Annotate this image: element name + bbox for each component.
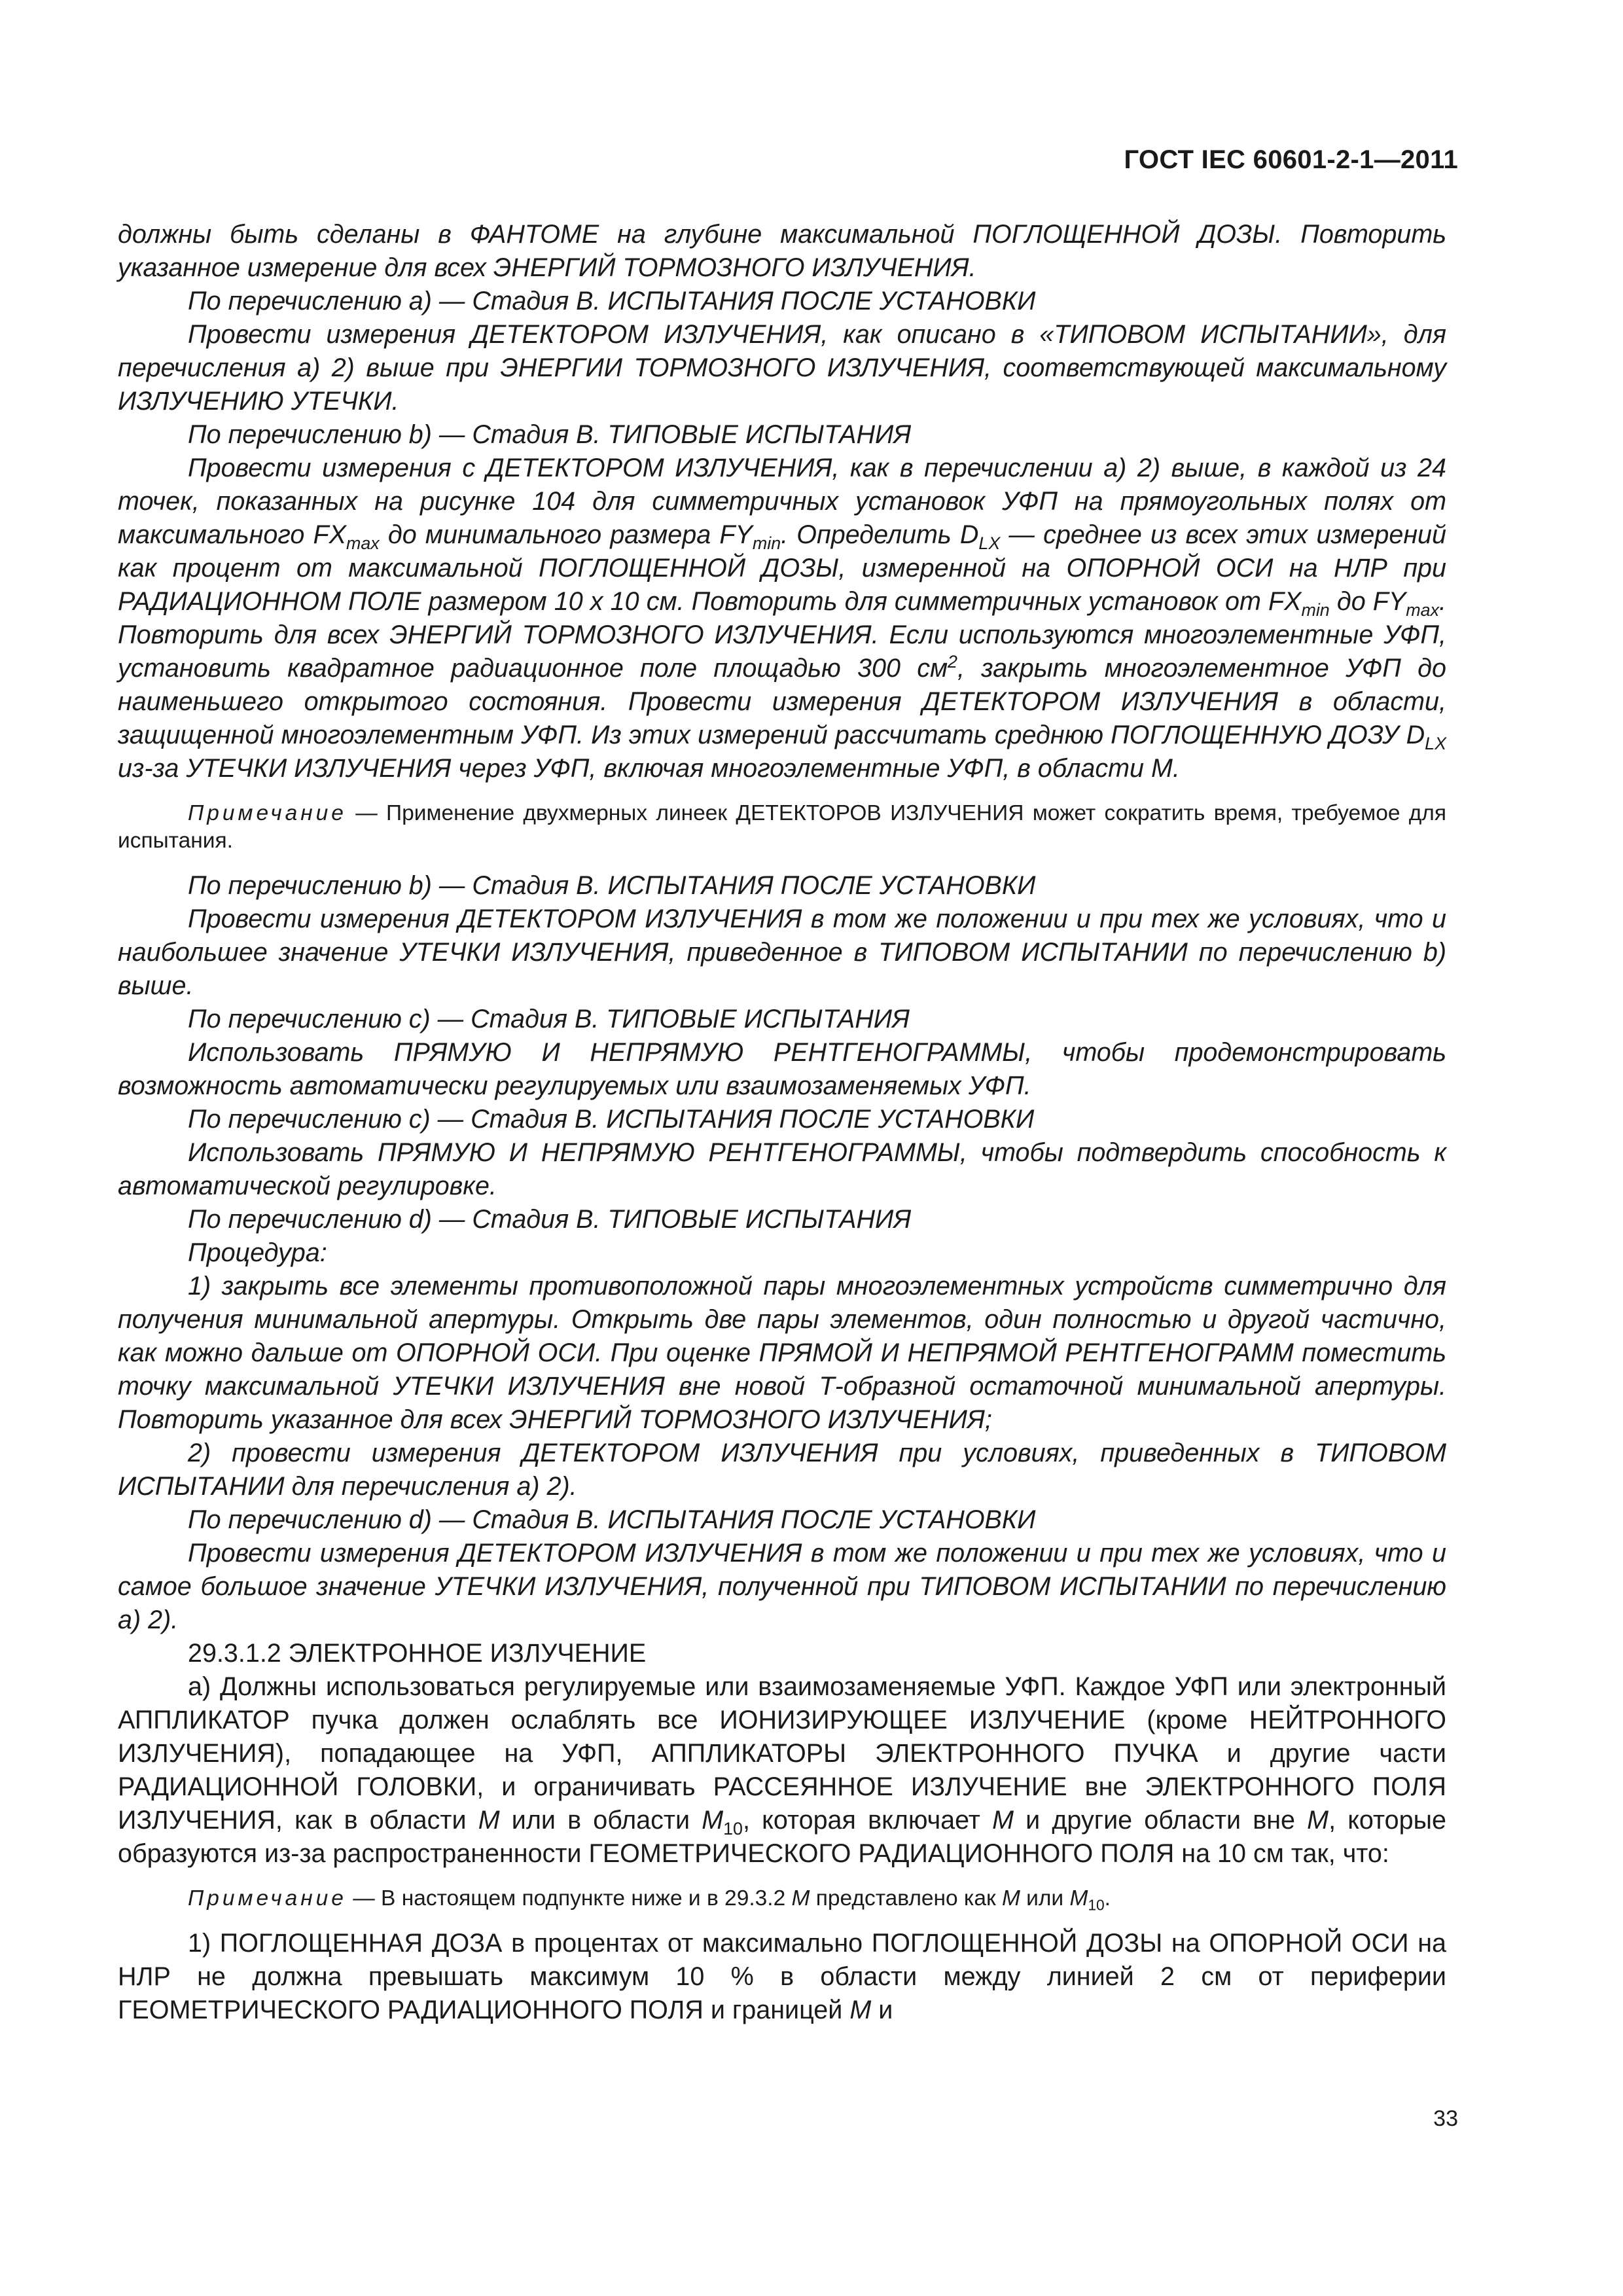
math-symbol: M: [1001, 1886, 1020, 1910]
math-symbol: M: [478, 1806, 500, 1835]
subscript: max: [1406, 600, 1440, 620]
text-run: или в области: [499, 1806, 702, 1835]
paragraph: Провести измерения ДЕТЕКТОРОМ ИЗЛУЧЕНИЯ в том же положении и при тех же условиях, что и самое большое значение УТЕЧКИ ИЗЛУЧЕНИЯ, полученной при ТИПОВОМ ИСПЫТАНИИ по перечислению a) 2).: [118, 1539, 1446, 1634]
note-text: — Применение двухмерных линеек ДЕТЕКТОРОВ ИЗЛУЧЕНИЯ может сократить время, требуемое для испытания.: [118, 801, 1446, 853]
subscript: 10: [1088, 1896, 1105, 1914]
text-run: , которая включает: [743, 1806, 993, 1835]
subscript: LX: [978, 533, 1001, 553]
subscript: min: [752, 533, 781, 553]
paragraph: Провести измерения ДЕТЕКТОРОМ ИЗЛУЧЕНИЯ, как описано в «ТИПОВОМ ИСПЫТАНИИ», для перечисления a) 2) выше при ЭНЕРГИИ ТОРМОЗНОГО ИЗЛУЧЕНИЯ, соответствующей максимальному ИЗЛУЧЕНИЮ УТЕЧКИ.: [118, 320, 1446, 416]
paragraph: По перечислению b) — Стадия В. ИСПЫТАНИЯ ПОСЛЕ УСТАНОВКИ: [188, 871, 1036, 900]
text-run: , которые образуются из-за распространенности ГЕОМЕТРИЧЕСКОГО РАДИАЦИОННОГО ПОЛЯ на 10 см так, что:: [118, 1806, 1446, 1868]
note-text: .: [1104, 1886, 1111, 1910]
paragraph: По перечислению d) — Стадия В. ТИПОВЫЕ ИСПЫТАНИЯ: [188, 1205, 912, 1234]
text-run: до FY: [1329, 587, 1406, 616]
paragraph: По перечислению a) — Стадия В. ИСПЫТАНИЯ ПОСЛЕ УСТАНОВКИ: [188, 287, 1036, 315]
text-run: и: [871, 1996, 893, 2024]
text-run: — среднее из всех этих измерений как процент от максимальной ПОГЛОЩЕННОЙ ДОЗЫ, измеренной на ОПОРНОЙ ОСИ на НЛР при РАДИАЦИОННОМ ПОЛЕ размером 10 х 10 см. Повторить для симметричных установок от FX: [118, 520, 1446, 616]
note: [118, 800, 1446, 855]
text-run: до минимального размера FY: [379, 520, 753, 549]
subscript: 10: [723, 1818, 743, 1839]
section-heading: 29.3.1.2 ЭЛЕКТРОННОЕ ИЗЛУЧЕНИЕ: [188, 1639, 647, 1668]
paragraph: Использовать ПРЯМУЮ И НЕПРЯМУЮ РЕНТГЕНОГРАММЫ, чтобы продемонстрировать возможность автоматически регулируемых или взаимозаменяемых УФП.: [118, 1038, 1446, 1100]
math-symbol: M: [702, 1806, 724, 1835]
text-run: и другие области вне: [1013, 1806, 1308, 1835]
text-run: . Повторить для всех ЭНЕРГИЙ ТОРМОЗНОГО ИЗЛУЧЕНИЯ. Если используются многоэлементные УФП, установить квадратное радиационное поле площадью 300 см: [118, 587, 1446, 683]
paragraph: [118, 1670, 1446, 1871]
text-run: , закрыть многоэлементное УФП до наименьшего открытого состояния. Провести измерения ДЕТЕКТОРОМ ИЗЛУЧЕНИЯ в области, защищенной многоэлементным УФП. Из этих измерений рассчитать среднюю ПОГЛОЩЕННУЮ ДОЗУ D: [118, 654, 1446, 749]
document-body: [118, 218, 1446, 2027]
paragraph: Использовать ПРЯМУЮ И НЕПРЯМУЮ РЕНТГЕНОГРАММЫ, чтобы подтвердить способность к автоматической регулировке.: [118, 1138, 1446, 1200]
text-run: a) Должны использоваться регулируемые или взаимозаменяемые УФП. Каждое УФП или электронный АППЛИКАТОР пучка должен ослаблять все ИОНИЗИРУЮЩЕЕ ИЗЛУЧЕНИЕ (кроме НЕЙТРОННОГО ИЗЛУЧЕНИЯ), попадающее на УФП, АППЛИКАТОРЫ ЭЛЕКТРОННОГО ПУЧКА и другие части РАДИАЦИОННОЙ ГОЛОВКИ, и ограничивать РАССЕЯННОЕ ИЗЛУЧЕНИЕ вне ЭЛЕКТРОННОГО ПОЛЯ ИЗЛУЧЕНИЯ, как в области: [118, 1672, 1446, 1835]
math-symbol: M: [791, 1886, 810, 1910]
paragraph: Провести измерения ДЕТЕКТОРОМ ИЗЛУЧЕНИЯ в том же положении и при тех же условиях, что и наибольшее значение УТЕЧКИ ИЗЛУЧЕНИЯ, приведенное в ТИПОВОМ ИСПЫТАНИИ по перечислению b) выше.: [118, 905, 1446, 1000]
document-header: ГОСТ IEC 60601-2-1—2011: [1124, 145, 1458, 174]
note-text: — В настоящем подпункте ниже и в 29.3.2: [346, 1886, 792, 1910]
text-run: Провести измерения с ДЕТЕКТОРОМ ИЗЛУЧЕНИЯ, как в перечислении a) 2) выше, в каждой из 24 точек, показанных на рисунке 104 для симметричных установок УФП на прямоугольных полях от максимального FX: [118, 454, 1446, 549]
paragraph: По перечислению b) — Стадия В. ТИПОВЫЕ ИСПЫТАНИЯ: [188, 420, 912, 449]
subscript: max: [346, 533, 380, 553]
paragraph: По перечислению c) — Стадия В. ТИПОВЫЕ ИСПЫТАНИЯ: [188, 1005, 910, 1033]
note-label: Примечание: [188, 801, 347, 825]
math-symbol: M: [992, 1806, 1014, 1835]
paragraph: По перечислению c) — Стадия В. ИСПЫТАНИЯ ПОСЛЕ УСТАНОВКИ: [188, 1105, 1035, 1134]
note-text: или: [1020, 1886, 1070, 1910]
math-symbol: M: [1307, 1806, 1329, 1835]
paragraph: 2) провести измерения ДЕТЕКТОРОМ ИЗЛУЧЕНИЯ при условиях, приведенных в ТИПОВОМ ИСПЫТАНИИ для перечисления a) 2).: [118, 1439, 1446, 1501]
paragraph: [118, 452, 1446, 785]
page-number: 33: [1433, 2106, 1458, 2131]
paragraph: 1) закрыть все элементы противоположной пары многоэлементных устройств симметрично для получения минимальной апертуры. Открыть две пары элементов, один полностью и другой частично, как можно дальше от ОПОРНОЙ ОСИ. При оценке ПРЯМОЙ И НЕПРЯМОЙ РЕНТГЕНОГРАММ поместить точку максимальной УТЕЧКИ ИЗЛУЧЕНИЯ вне новой Т-образной остаточной минимальной апертуры. Повторить указанное для всех ЭНЕРГИЙ ТОРМОЗНОГО ИЗЛУЧЕНИЯ;: [118, 1272, 1446, 1434]
note-text: представлено как: [810, 1886, 1002, 1910]
superscript: 2: [948, 651, 957, 672]
subscript: LX: [1425, 733, 1446, 753]
paragraph: По перечислению d) — Стадия В. ИСПЫТАНИЯ ПОСЛЕ УСТАНОВКИ: [188, 1505, 1036, 1534]
math-symbol: M: [1069, 1886, 1088, 1910]
note-label: Примечание: [188, 1886, 347, 1910]
text-run: из-за УТЕЧКИ ИЗЛУЧЕНИЯ через УФП, включая многоэлементные УФП, в области M.: [118, 754, 1180, 783]
paragraph: должны быть сделаны в ФАНТОМЕ на глубине максимальной ПОГЛОЩЕННОЙ ДОЗЫ. Повторить указанное измерение для всех ЭНЕРГИЙ ТОРМОЗНОГО ИЗЛУЧЕНИЯ.: [118, 220, 1446, 282]
math-symbol: M: [849, 1996, 872, 2024]
note: [118, 1885, 1446, 1912]
subscript: min: [1301, 600, 1330, 620]
paragraph: [118, 1927, 1446, 2027]
paragraph: Процедура:: [188, 1238, 327, 1267]
text-run: 1) ПОГЛОЩЕННАЯ ДОЗА в процентах от максимально ПОГЛОЩЕННОЙ ДОЗЫ на ОПОРНОЙ ОСИ на НЛР не должна превышать максимум 10 % в области между линией 2 см от периферии ГЕОМЕТРИЧЕСКОГО РАДИАЦИОННОГО ПОЛЯ и границей: [118, 1929, 1446, 2024]
text-run: . Определить D: [781, 520, 979, 549]
